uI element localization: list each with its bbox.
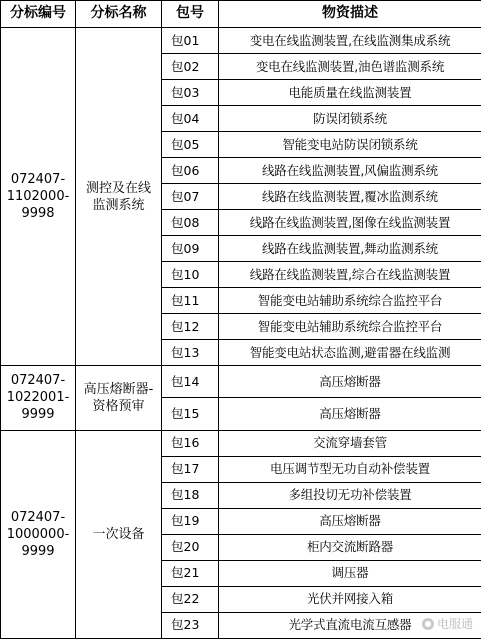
package-number-cell: 包22	[162, 586, 219, 612]
material-description-cell: 交流穿墙套管	[219, 430, 481, 456]
header-code: 分标编号	[1, 1, 76, 28]
subbid-name-cell	[76, 366, 162, 430]
package-number-cell: 包18	[162, 482, 219, 508]
subbid-code-line: 9999	[21, 543, 55, 559]
subbid-code-line: 1000000-	[6, 526, 70, 542]
package-number-cell: 包06	[162, 158, 219, 184]
package-number-cell: 包23	[162, 612, 219, 638]
material-description-cell: 变电在线监测装置,油色谱监测系统	[219, 54, 481, 80]
package-number-cell: 包12	[162, 314, 219, 340]
material-description-cell: 高压熔断器	[219, 398, 481, 430]
material-description-cell: 高压熔断器	[219, 366, 481, 398]
material-description-cell: 电压调节型无功自动补偿装置	[219, 456, 481, 482]
subbid-code-cell	[1, 366, 76, 430]
package-number-cell: 包07	[162, 184, 219, 210]
material-description-cell: 线路在线监测装置,风偏监测系统	[219, 158, 481, 184]
package-number-cell: 包08	[162, 210, 219, 236]
subbid-name-cell	[76, 430, 162, 639]
material-description-cell: 智能变电站辅助系统综合监控平台	[219, 288, 481, 314]
material-description-cell: 防误闭锁系统	[219, 106, 481, 132]
package-number-cell: 包21	[162, 560, 219, 586]
material-description-cell: 调压器	[219, 560, 481, 586]
material-description-cell: 智能变电站防误闭锁系统	[219, 132, 481, 158]
material-description-cell: 变电在线监测装置,在线监测集成系统	[219, 28, 481, 54]
package-number-cell: 包01	[162, 28, 219, 54]
material-description-cell: 线路在线监测装置,综合在线监测装置	[219, 262, 481, 288]
subbid-code-cell	[1, 28, 76, 366]
header-name: 分标名称	[76, 1, 162, 28]
material-description-cell: 电能质量在线监测装置	[219, 80, 481, 106]
subbid-code-line: 072407-	[10, 373, 66, 389]
subbid-name-line: 资格预审	[92, 398, 145, 414]
material-description-cell: 光伏并网接入箱	[219, 586, 481, 612]
watermark-text: 电服通	[436, 617, 473, 631]
subbid-code-line: 9999	[21, 407, 55, 423]
header-pkg: 包号	[162, 1, 219, 28]
table-row	[1, 430, 481, 456]
table-row	[1, 28, 481, 54]
material-description-cell: 高压熔断器	[219, 508, 481, 534]
package-number-cell: 包05	[162, 132, 219, 158]
header-desc: 物资描述	[219, 1, 481, 28]
subbid-code-line: 9998	[21, 206, 55, 222]
package-number-cell: 包04	[162, 106, 219, 132]
package-number-cell: 包20	[162, 534, 219, 560]
package-number-cell: 包16	[162, 430, 219, 456]
header-row	[1, 1, 481, 28]
material-description-cell: 智能变电站状态监测,避雷器在线监测	[219, 340, 481, 366]
material-description-cell: 柜内交流断路器	[219, 534, 481, 560]
subbid-code-line: 072407-	[10, 172, 66, 188]
subbid-name-line: 一次设备	[92, 526, 145, 542]
material-description-cell: 智能变电站辅助系统综合监控平台	[219, 314, 481, 340]
package-number-cell: 包09	[162, 236, 219, 262]
package-number-cell: 包15	[162, 398, 219, 430]
material-description-cell: 多组投切无功补偿装置	[219, 482, 481, 508]
package-number-cell: 包17	[162, 456, 219, 482]
subbid-code-line: 1022001-	[6, 390, 70, 406]
material-description-cell: 线路在线监测装置,图像在线监测装置	[219, 210, 481, 236]
subbid-code-line: 072407-	[10, 509, 66, 525]
package-number-cell: 包02	[162, 54, 219, 80]
table-body	[1, 28, 481, 639]
material-description-cell: 线路在线监测装置,舞动监测系统	[219, 236, 481, 262]
material-description-cell: 光学式直流电流互感器	[219, 612, 481, 638]
subbid-code-line: 1102000-	[6, 189, 70, 205]
material-description-cell: 线路在线监测装置,覆冰监测系统	[219, 184, 481, 210]
package-number-cell: 包19	[162, 508, 219, 534]
subbid-name-cell	[76, 28, 162, 366]
subbid-name-line: 监测系统	[92, 197, 145, 213]
package-number-cell: 包13	[162, 340, 219, 366]
package-number-cell: 包10	[162, 262, 219, 288]
package-number-cell: 包11	[162, 288, 219, 314]
subbid-name-line: 测控及在线	[85, 180, 151, 196]
package-number-cell: 包03	[162, 80, 219, 106]
table-row	[1, 366, 481, 398]
package-number-cell: 包14	[162, 366, 219, 398]
subbid-code-cell	[1, 430, 76, 639]
subbid-name-line: 高压熔断器-	[83, 381, 154, 397]
